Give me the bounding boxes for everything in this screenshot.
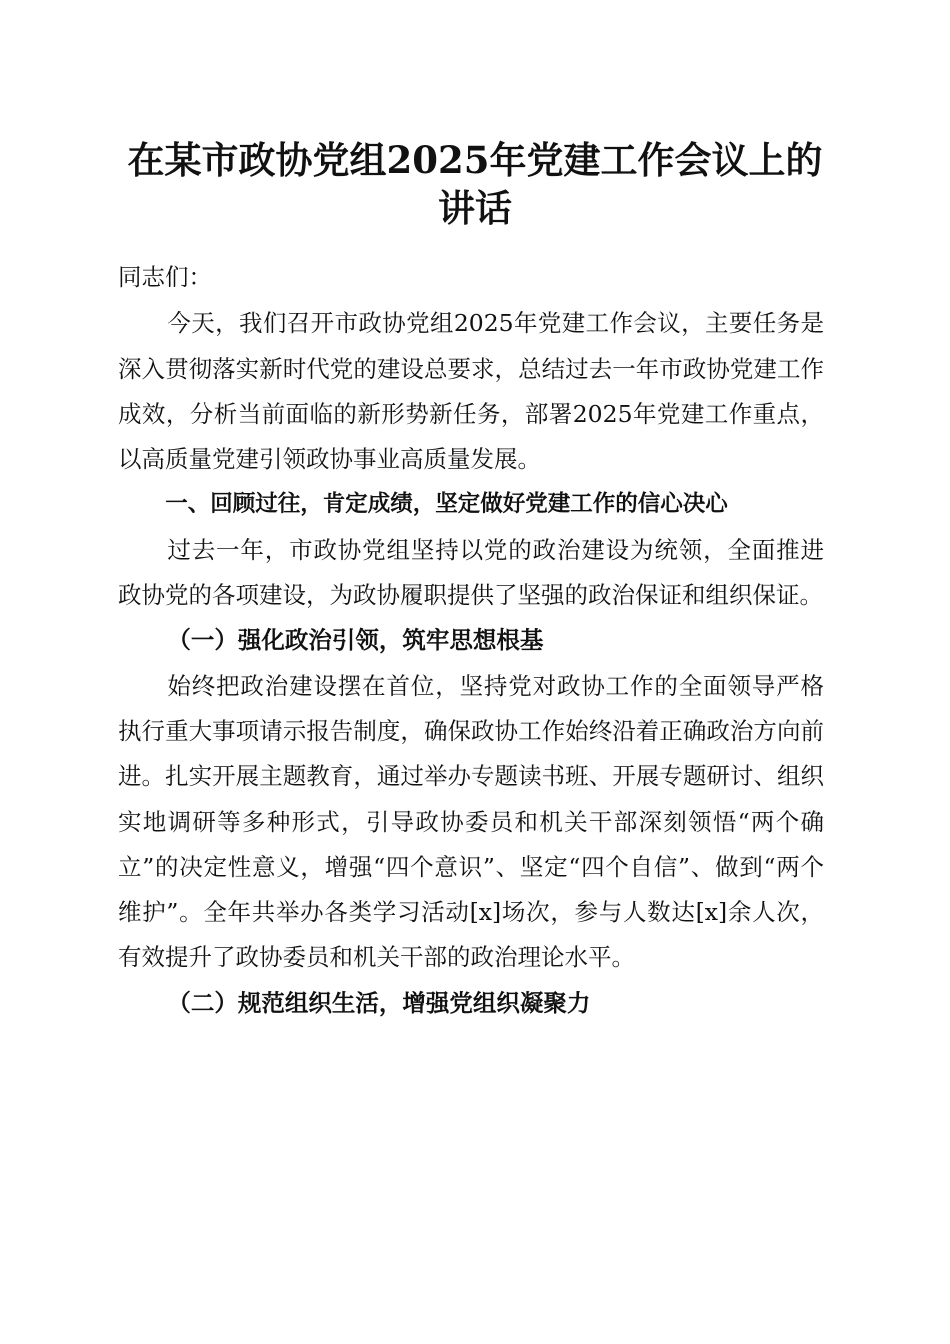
- section-1-paragraph: 过去一年，市政协党组坚持以党的政治建设为统领，全面推进政协党的各项建设，为政协履职提供了坚强的政治保证和组织保证。: [118, 535, 824, 610]
- document-title: 在某市政协党组2025年党建工作会议上的讲话: [127, 138, 823, 230]
- subsection-1-paragraph: 始终把政治建设摆在首位，坚持党对政协工作的全面领导严格执行重大事项请示报告制度，确保政协工作始终沿着正确政治方向前进。扎实开展主题教育，通过举办专题读书班、开展专题研讨、组织实地调研等多种形式，引导政协委员和机关干部深刻领悟“两个确立”的决定性意义，增强“四个意识”、坚定“四个自信”、做到“两个维护”。全年共举办各类学习活动[x]场次，参与人数达[x]余人次，有效提升了政协委员和机关干部的政治理论水平。: [118, 671, 824, 972]
- subsection-1-heading: （一）强化政治引领，筑牢思想根基: [167, 626, 544, 655]
- salutation: 同志们：: [118, 263, 212, 291]
- intro-paragraph: 今天，我们召开市政协党组2025年党建工作会议，主要任务是深入贯彻落实新时代党的建设总要求，总结过去一年市政协党建工作成效，分析当前面临的新形势新任务，部署2025年党建工作重点，以高质量党建引领政协事业高质量发展。: [118, 309, 824, 474]
- subsection-2-heading: （二）规范组织生活，增强党组织凝聚力: [167, 988, 591, 1017]
- section-1-heading: 一、回顾过往，肯定成绩，坚定做好党建工作的信心决心: [165, 491, 728, 518]
- document-body: [118, 255, 824, 1026]
